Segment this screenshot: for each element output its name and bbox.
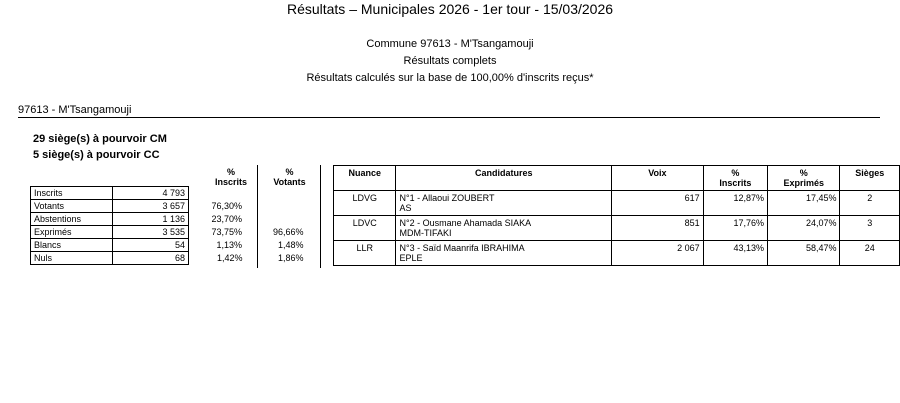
candidature-cell <box>396 241 612 266</box>
candidature-cell <box>396 191 612 216</box>
seats-cm: 29 siège(s) à pourvoir CM <box>33 133 167 145</box>
stat-label: Inscrits <box>31 187 113 200</box>
table-row <box>31 239 307 252</box>
header-voix: Voix <box>612 166 704 191</box>
stat-value: 1 136 <box>113 213 189 226</box>
stat-label: Exprimés <box>31 226 113 239</box>
stat-pct-inscrits: 23,70% <box>211 214 242 224</box>
table-row <box>31 213 307 226</box>
results-table <box>333 165 900 266</box>
list-name: MDM-TIFAKI <box>399 228 452 238</box>
header-candidatures: Candidatures <box>396 166 612 191</box>
nuance-cell: LDVC <box>334 216 396 241</box>
table-row <box>31 200 307 213</box>
pct-exprimes-cell: 58,47% <box>768 241 840 266</box>
pct-inscrits-cell: 17,76% <box>703 216 767 241</box>
stat-pct-votants <box>246 213 307 226</box>
pct-exprimes-cell: 24,07% <box>768 216 840 241</box>
table-row <box>31 226 307 239</box>
stat-value: 68 <box>113 252 189 265</box>
header-nuance: Nuance <box>334 166 396 191</box>
stats-column-divider <box>320 165 321 268</box>
stat-pct-inscrits <box>189 187 246 200</box>
page-title: Résultats – Municipales 2026 - 1er tour - 15/03/2026 <box>286 1 614 17</box>
stat-pct-votants <box>246 187 307 200</box>
header-sieges: Sièges <box>840 166 900 191</box>
commune-title: Commune 97613 - M'Tsangamouji <box>366 38 534 50</box>
header-pct-exprimes: % Exprimés <box>768 166 840 191</box>
voix-cell: 617 <box>612 191 704 216</box>
stat-label: Votants <box>31 200 113 213</box>
stat-pct-inscrits: 76,30% <box>211 201 242 211</box>
candidate-name: N°2 - Ousmane Ahamada SIAKA <box>399 218 532 228</box>
sieges-cell: 24 <box>840 241 900 266</box>
header-pct-inscrits: % Inscrits <box>703 166 767 191</box>
commune-section-header: 97613 - M'Tsangamouji <box>18 104 880 118</box>
candidate-name: N°1 - Allaoui ZOUBERT <box>399 193 495 203</box>
table-row <box>31 252 307 265</box>
stat-label: Blancs <box>31 239 113 252</box>
stats-header-pct-inscrits: % Inscrits <box>214 167 247 187</box>
table-row <box>334 241 900 266</box>
nuance-cell: LLR <box>334 241 396 266</box>
stat-pct-votants: 96,66% <box>272 227 304 237</box>
table-row <box>31 187 307 200</box>
candidate-name: N°3 - Saïd Maanrifa IBRAHIMA <box>399 243 525 253</box>
results-base-note: Résultats calculés sur la base de 100,00% d'inscrits reçus* <box>306 72 594 84</box>
stat-pct-votants: 1,86% <box>277 253 304 263</box>
stat-pct-inscrits: 73,75% <box>211 227 242 237</box>
sieges-cell: 3 <box>840 216 900 241</box>
stat-pct-inscrits: 1,13% <box>216 240 242 250</box>
table-row <box>334 216 900 241</box>
sieges-cell: 2 <box>840 191 900 216</box>
stat-value: 54 <box>113 239 189 252</box>
table-row <box>334 191 900 216</box>
stat-value: 4 793 <box>113 187 189 200</box>
participation-table <box>30 186 307 265</box>
stat-value: 3 535 <box>113 226 189 239</box>
list-name: AS <box>399 203 412 213</box>
stats-header-pct-votants: % Votants <box>273 167 306 187</box>
table-header-row <box>334 166 900 191</box>
results-status: Résultats complets <box>403 55 497 67</box>
stat-value: 3 657 <box>113 200 189 213</box>
pct-inscrits-cell: 43,13% <box>703 241 767 266</box>
stat-label: Nuls <box>31 252 113 265</box>
voix-cell: 851 <box>612 216 704 241</box>
nuance-cell: LDVG <box>334 191 396 216</box>
stat-pct-votants: 1,48% <box>277 240 304 250</box>
seats-cc: 5 siège(s) à pourvoir CC <box>33 149 160 161</box>
candidature-cell <box>396 216 612 241</box>
voix-cell: 2 067 <box>612 241 704 266</box>
pct-exprimes-cell: 17,45% <box>768 191 840 216</box>
stat-pct-inscrits: 1,42% <box>216 253 243 263</box>
pct-inscrits-cell: 12,87% <box>703 191 767 216</box>
stat-pct-votants <box>246 200 307 213</box>
list-name: EPLE <box>399 253 423 263</box>
stat-label: Abstentions <box>31 213 113 226</box>
